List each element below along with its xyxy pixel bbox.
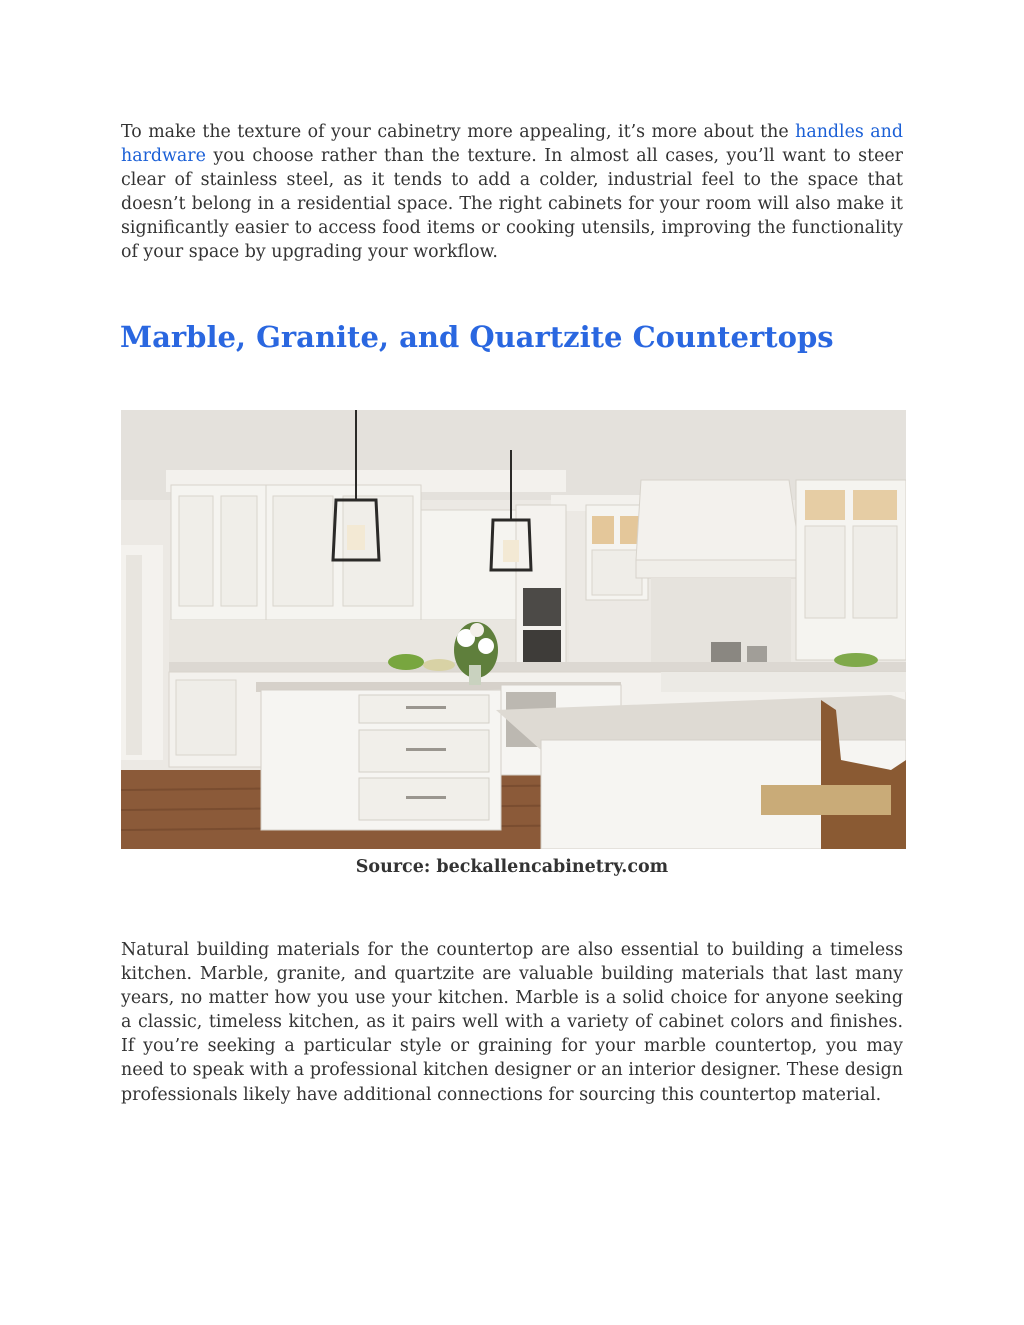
- kitchen-photo: [121, 410, 906, 849]
- body-paragraph-2: Natural building materials for the countertop are also essential to building a timeless kitchen. Marble, granite, and quartzite are valuable building materials that last many years, no matter how you use your kitchen. Marble is a solid choice for anyone seeking a classic, timeless kitchen, as it pairs well with a variety of cabinet colors and finishes. If you’re seeking a particular style or graining for your marble countertop, you may need to speak with a professional kitchen designer or an interior designer. These design professionals likely have additional connections for sourcing this countertop material.: [121, 940, 903, 1105]
- handles-and-hardware-link[interactable]: handles and hardware: [121, 122, 903, 167]
- section-heading: Marble, Granite, and Quartzite Countertops: [120, 320, 834, 354]
- body-paragraph-1: [121, 120, 903, 265]
- image-caption: Source: beckallencabinetry.com: [355, 857, 669, 877]
- paragraph-1-text-start: To make the texture of your cabinetry more appealing, it’s more about the: [121, 122, 796, 142]
- paragraph-1-text-end: you choose rather than the texture. In almost all cases, you’ll want to steer clear of stainless steel, as it tends to add a colder, industrial feel to the space that doesn’t belong in a residential space. The right cabinets for your room will also make it significantly easier to access food items or cooking utensils, improving the functionality of your space by upgrading your workflow.: [121, 146, 903, 263]
